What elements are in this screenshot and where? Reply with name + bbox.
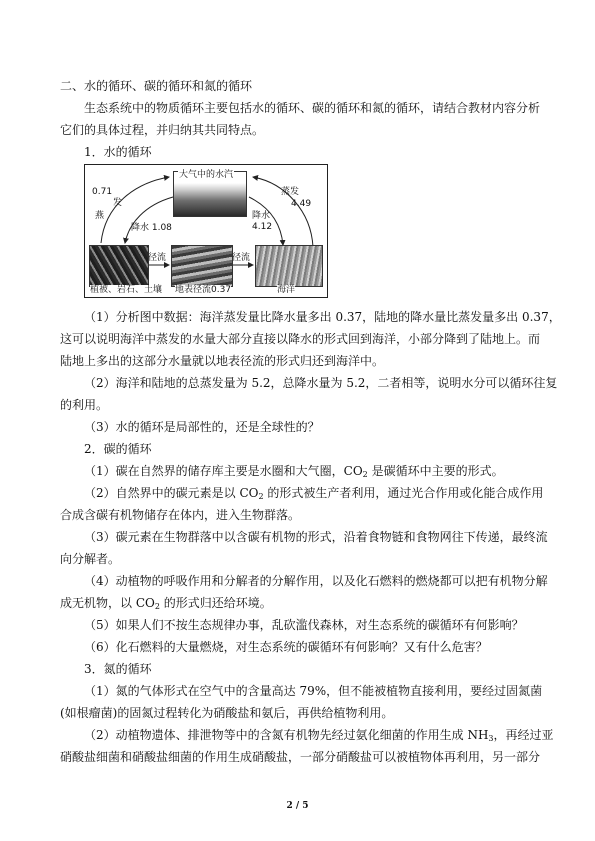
nitrogen-p1-line-2: (如根瘤菌)的固氮过程转化为硝酸盐和氨后，再供给植物利用。 <box>60 706 394 720</box>
water-p1-line-1: （1）分析图中数据：海洋蒸发量比降水量多出 0.37，陆地的降水量比蒸发量多出 0.37， <box>84 310 561 324</box>
carbon-p1-sub: 2 <box>362 470 368 479</box>
nitrogen-p2-sub: 3 <box>488 734 494 743</box>
carbon-p2 <box>84 486 544 501</box>
nitrogen-p2-line-2: 硝酸盐细菌和硝酸盐细菌的作用生成硝酸盐，一部分硝酸盐可以被植物体再利用，另一部分 <box>60 750 541 764</box>
left-evap-char-1: 发 <box>113 198 123 208</box>
carbon-p1 <box>84 464 540 478</box>
right-precip-value: 4.12 <box>252 222 273 232</box>
right-evap-value: 4.49 <box>291 199 312 209</box>
carbon-p4-line-1: （4）动植物的呼吸作用和分解者的分解作用，以及化石燃料的燃烧都可以把有机物分解 <box>84 574 548 588</box>
carbon-p2-line-2: 合成含碳有机物储存在体内，进入生物群落。 <box>60 508 301 522</box>
intro-line-1: 生态系统中的物质循环主要包括水的循环、碳的循环和氮的循环，请结合教材内容分析 <box>84 101 541 115</box>
carbon-p6: （6）化石燃料的大量燃烧，对生态系统的碳循环有何影响？又有什么危害？ <box>84 640 488 654</box>
water-p1-line-3: 陆地上多出的这部分水量就以地表径流的形式归还到海洋中。 <box>60 354 385 368</box>
carbon-p2-sub: 2 <box>258 492 264 501</box>
left-precip-label: 降水 1.08 <box>131 223 172 233</box>
right-precip-label: 降水 <box>252 211 271 221</box>
page-number: 2 / 5 <box>286 801 309 811</box>
water-p2-line-1: （2）海洋和陆地的总蒸发量为 5.2，总降水量为 5.2，二者相等，说明水分可以循环往复 <box>84 376 558 390</box>
runoff-label-left: 径流 <box>148 253 167 263</box>
carbon-p1-b: 是碳循环中主要的形式。 <box>367 464 504 478</box>
left-evap-value: 0.71 <box>92 187 113 197</box>
nitrogen-p1-line-1: （1）氮的气体形式在空气中的含量高达 79%，但不能被植物直接利用，要经过固氮菌 <box>84 684 543 698</box>
right-evap-label: 蒸发 <box>281 187 300 197</box>
nitrogen-p2 <box>84 728 554 743</box>
right-precipitation-arrow <box>249 197 283 245</box>
atmosphere-label: 大气中的水汽 <box>179 170 234 180</box>
carbon-p4-line-2 <box>60 596 540 610</box>
water-heading: 1．水的循环 <box>84 145 152 159</box>
carbon-p4-sub: 2 <box>154 602 160 611</box>
land-caption: 植被、岩石、土壤 <box>90 285 163 295</box>
water-cycle-figure <box>84 164 328 298</box>
carbon-p4-a: 成无机物，以 CO <box>60 596 155 610</box>
nitrogen-p2-b: ，再经过亚 <box>493 728 554 742</box>
left-evap-char-2: 燕 <box>95 211 105 221</box>
water-p3: （3）水的循环是局部性的，还是全球性的？ <box>84 420 320 434</box>
intro-line-2: 它们的具体过程，并归纳其共同特点。 <box>60 123 265 137</box>
carbon-p1-a: （1）碳在自然界的储存库主要是水圈和大气圈，CO <box>84 464 363 478</box>
land-vegetation-image <box>89 245 149 287</box>
carbon-p5: （5）如果人们不按生态规律办事，乱砍滥伐森林，对生态系统的碳循环有何影响？ <box>84 618 524 632</box>
section-title: 二、水的循环、碳的循环和氮的循环 <box>60 79 253 93</box>
carbon-p3-line-2: 向分解者。 <box>60 552 121 566</box>
ocean-image <box>255 245 323 287</box>
left-precipitation-arrow <box>125 197 173 243</box>
carbon-p3-line-1: （3）碳元素在生物群落中以含碳有机物的形式，沿着食物链和食物网往下传递，最终流 <box>84 530 548 544</box>
ocean-caption: 海洋 <box>277 285 296 295</box>
carbon-heading: 2．碳的循环 <box>84 442 152 456</box>
water-p2-line-2: 的利用。 <box>60 398 109 412</box>
runoff-label-right: 径流 <box>232 253 251 263</box>
carbon-p2-a: （2）自然界中的碳元素是以 CO <box>84 486 259 500</box>
carbon-p2-b: 的形式被生产者利用，通过光合作用或化能合成作用 <box>263 486 544 500</box>
nitrogen-heading: 3．氮的循环 <box>84 662 152 676</box>
nitrogen-p2-a: （2）动植物遗体、排泄物等中的含氮有机物先经过氨化细菌的作用生成 NH <box>84 728 489 742</box>
water-p1-line-2: 这可以说明海洋中蒸发的水量大部分直接以降水的形式回到海洋，小部分降到了陆地上。而 <box>60 332 541 346</box>
surface-runoff-caption: 地表径流0.37 <box>175 285 232 295</box>
carbon-p4-b: 的形式归还给环境。 <box>159 596 272 610</box>
surface-runoff-image <box>171 245 233 287</box>
